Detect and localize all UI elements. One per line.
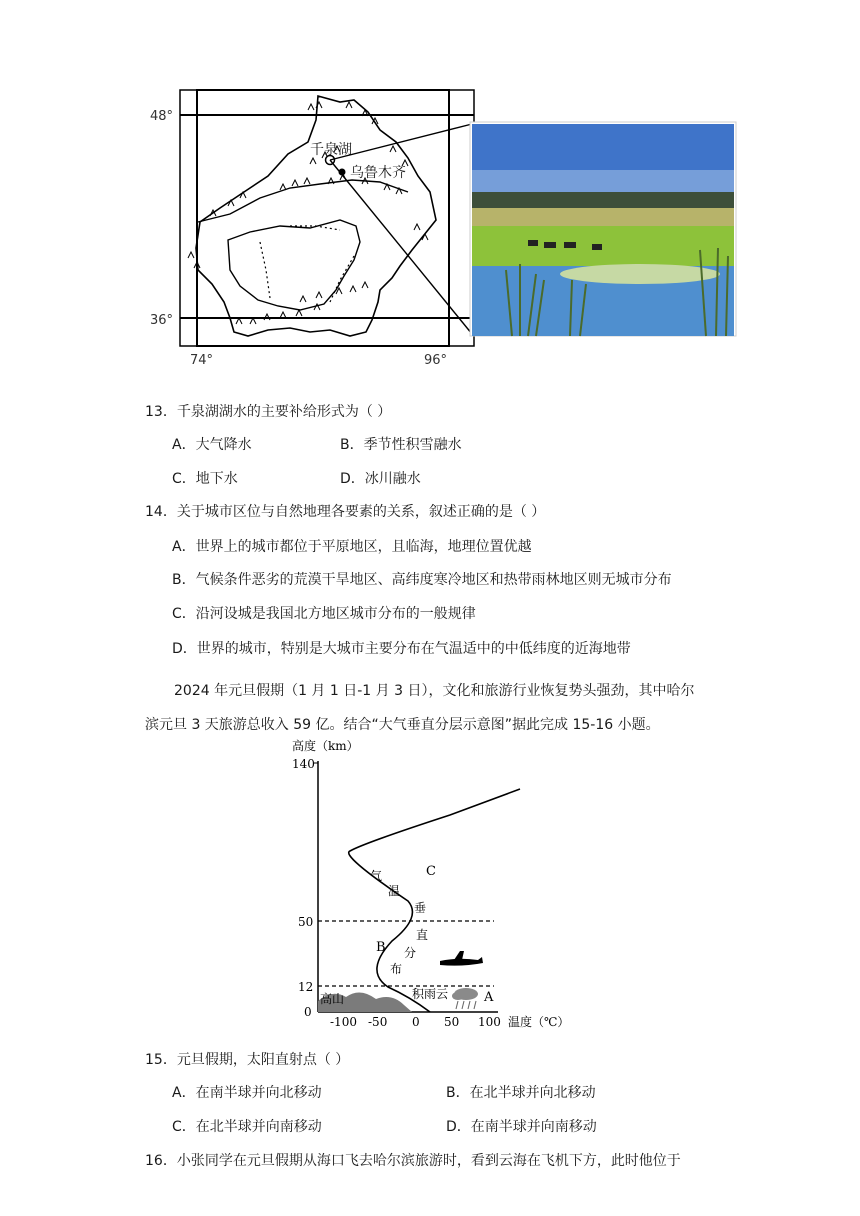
curve-char-5: 分 (404, 946, 417, 960)
curve-char-3: 垂 (414, 901, 427, 915)
connector-bottom (330, 160, 472, 334)
q13-option-a[interactable]: A．大气降水 (172, 437, 252, 453)
x-axis-label: 温度（℃） (508, 1015, 570, 1029)
q15-option-c[interactable]: C．在北半球并向南移动 (172, 1119, 322, 1135)
lake-photo (470, 122, 736, 336)
q13-option-b[interactable]: B．季节性积雪融水 (340, 437, 462, 453)
x-tick-neg50: -50 (368, 1015, 388, 1029)
q13-option-c[interactable]: C．地下水 (172, 471, 238, 487)
atmosphere-layer-diagram (280, 735, 600, 1035)
q14-option-a[interactable]: A．世界上的城市都位于平原地区，且临海，地理位置优越 (172, 539, 532, 555)
temperature-curve (349, 789, 520, 1012)
q14-option-c[interactable]: C．沿河设城是我国北方地区城市分布的一般规律 (172, 606, 476, 622)
lon-74-label: 74° (190, 353, 214, 368)
q15-stem: 15．元旦假期，太阳直射点（ ） (145, 1052, 350, 1068)
q14-option-d[interactable]: D．世界的城市，特别是大城市主要分布在气温适中的中低纬度的近海地带 (172, 641, 631, 657)
curve-char-6: 布 (390, 962, 403, 976)
x-tick-neg100: -100 (330, 1015, 357, 1029)
q13-stem: 13．千泉湖湖水的主要补给形式为（ ） (145, 404, 392, 420)
mountain-label: 高山 (320, 992, 345, 1006)
passage-line-2: 滨元旦 3 天旅游总收入 59 亿。结合“大气垂直分层示意图”据此完成 15-16 小题。 (145, 717, 660, 733)
layer-a-label: A (484, 990, 494, 1005)
airplane-icon (440, 951, 483, 966)
q15-option-d[interactable]: D．在南半球并向南移动 (446, 1119, 597, 1135)
q13-option-d[interactable]: D．冰川融水 (340, 471, 421, 487)
layer-c-label: C (426, 864, 436, 879)
lat-48-label: 48° (150, 109, 174, 124)
x-tick-0: 0 (412, 1015, 420, 1029)
qianquan-lake-label: 千泉湖 (310, 142, 352, 158)
y-axis-label: 高度（km） (292, 739, 359, 753)
q15-option-b[interactable]: B．在北半球并向北移动 (446, 1085, 596, 1101)
lat-36-label: 36° (150, 313, 174, 328)
x-tick-100: 100 (478, 1015, 501, 1029)
urumqi-label: 乌鲁木齐 (350, 165, 406, 181)
q14-stem: 14．关于城市区位与自然地理各要素的关系，叙述正确的是（ ） (145, 504, 546, 520)
cumulonimbus-icon (452, 988, 478, 1009)
x-tick-50: 50 (444, 1015, 460, 1029)
y-tick-0: 0 (304, 1005, 312, 1019)
tarim-basin-outline (228, 220, 360, 310)
lon-96-label: 96° (424, 353, 448, 368)
region-outline (196, 96, 436, 336)
y-tick-12: 12 (298, 980, 314, 994)
mountain-symbols (188, 102, 428, 324)
q14-option-b[interactable]: B．气候条件恶劣的荒漠干旱地区、高纬度寒冷地区和热带雨林地区则无城市分布 (172, 572, 672, 588)
cloud-label: 积雨云 (412, 987, 449, 1001)
curve-char-1: 气 (370, 869, 383, 883)
curve-char-4: 直 (416, 928, 429, 942)
curve-char-2: 温 (388, 884, 401, 898)
map-inner-frame (197, 90, 449, 346)
passage-line-1: 2024 年元旦假期（1 月 1 日-1 月 3 日），文化和旅游行业恢复势头强劲，其中哈尔 (174, 683, 695, 699)
y-tick-50: 50 (298, 915, 314, 929)
q15-option-a[interactable]: A．在南半球并向北移动 (172, 1085, 322, 1101)
xinjiang-map-figure (140, 80, 740, 370)
y-tick-140: 140 (292, 757, 315, 771)
q16-stem: 16．小张同学在元旦假期从海口飞去哈尔滨旅游时，看到云海在飞机下方，此时他位于 (145, 1153, 681, 1169)
layer-b-label: B (376, 940, 386, 955)
map-frame (180, 90, 474, 346)
